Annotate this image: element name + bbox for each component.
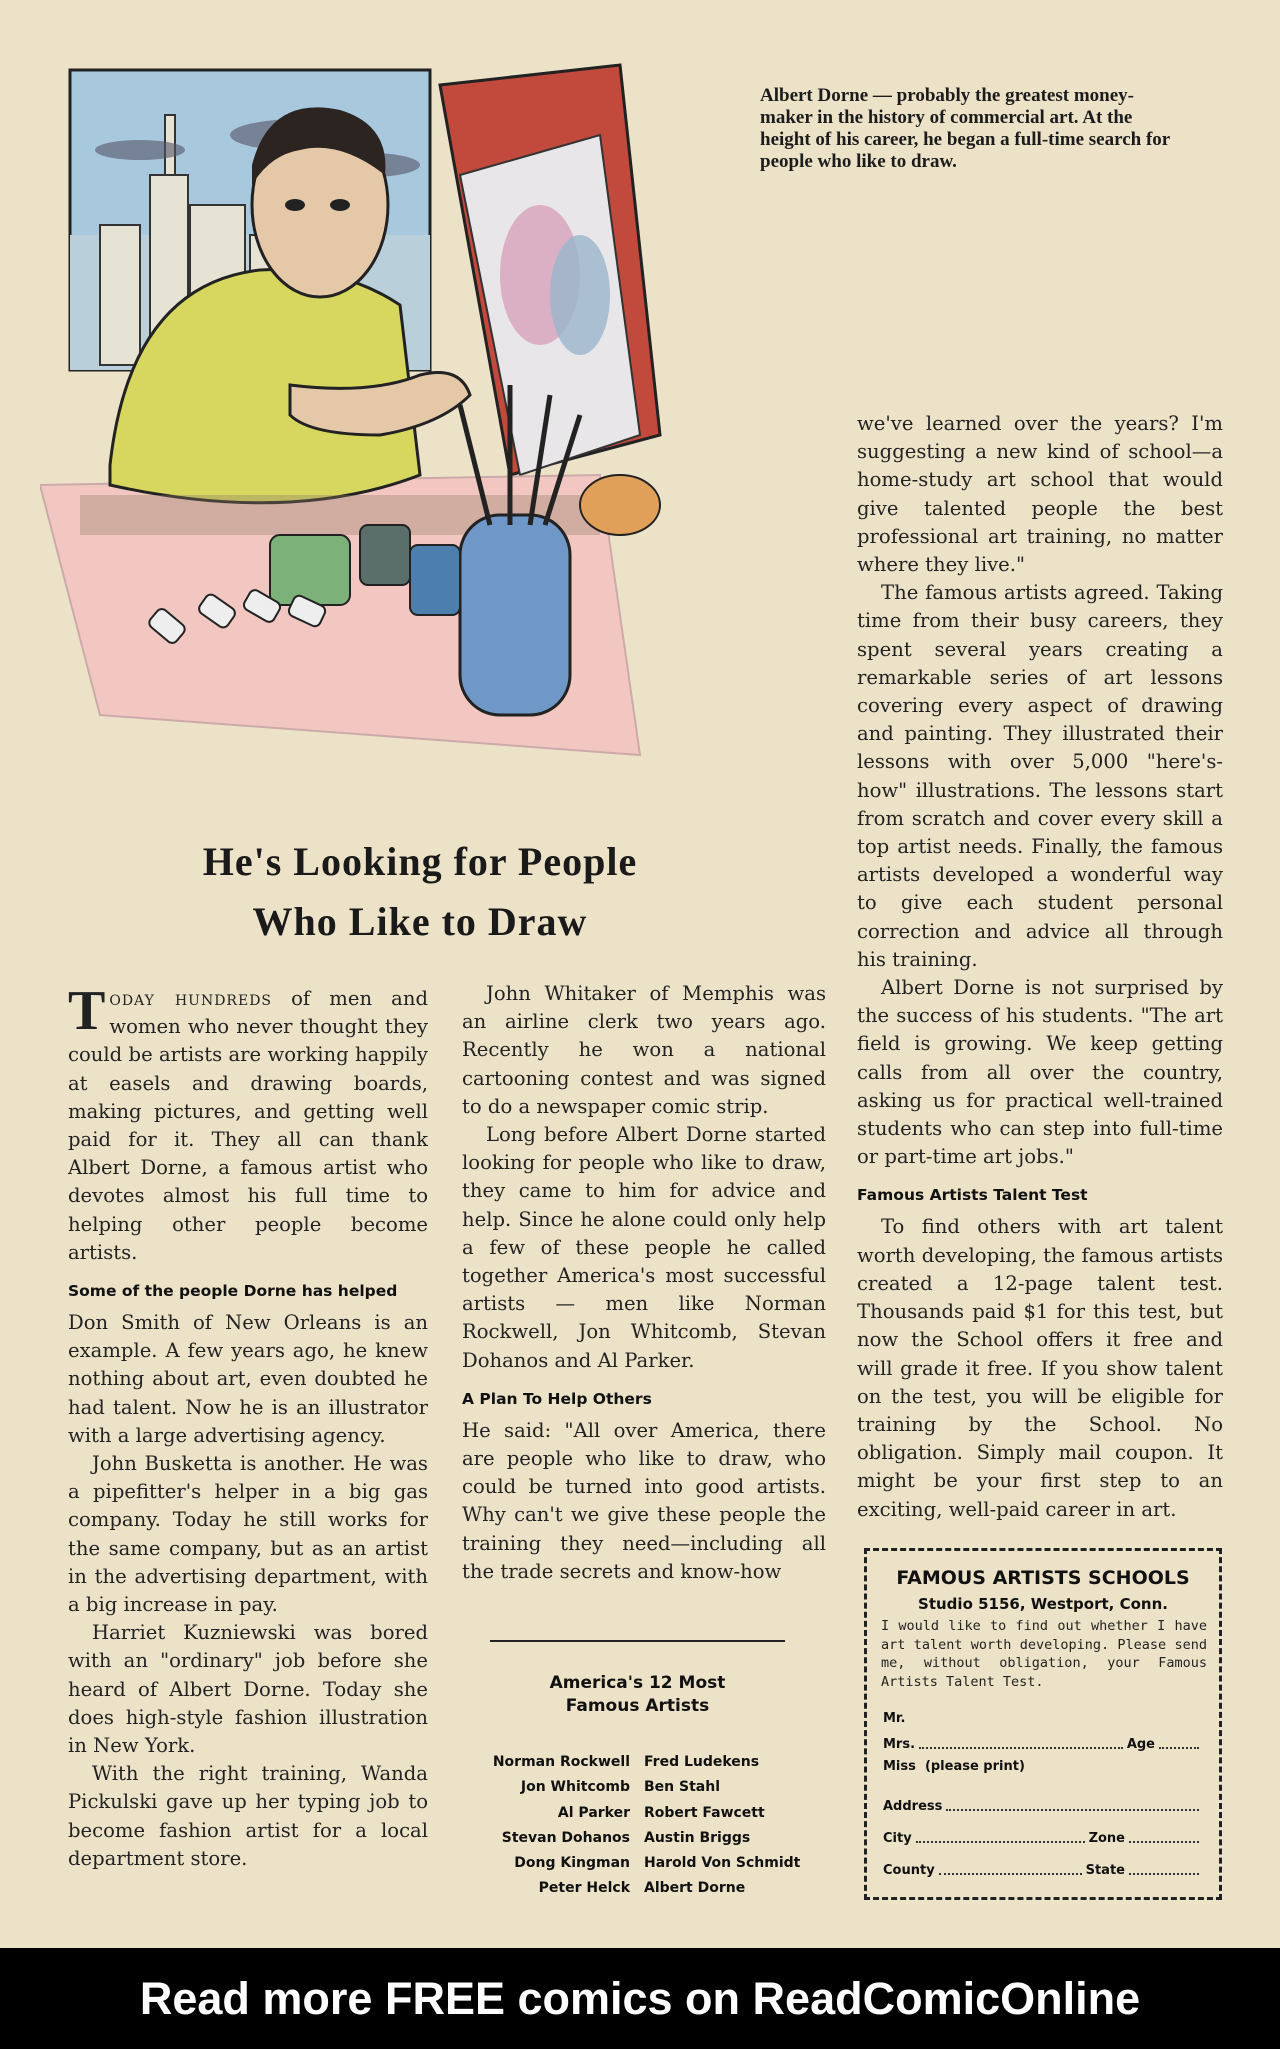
col-c-p2: The famous artists agreed. Taking time from their busy careers, they spent several years creating a remarkable series of art lessons covering every aspect of drawing and painting. They illustrated their lessons with over 5,000 "here's-how" illustrations. The lessons start from scratch and cover every skill a top artist needs. Finally, the famous artists developed a wonderful way to give each student personal correction and advice all through his training. xyxy=(857,581,1223,971)
artist-row xyxy=(458,1826,838,1851)
divider-rule xyxy=(490,1640,785,1642)
footer-banner[interactable] xyxy=(0,1948,1280,2049)
coupon-title: FAMOUS ARTISTS SCHOOLS xyxy=(896,1567,1190,1589)
artist-name: Peter Helck xyxy=(538,1880,630,1897)
mrs-label: Mrs. xyxy=(883,1737,916,1752)
column-a xyxy=(68,980,429,1873)
caption-name: Albert Dorne xyxy=(760,85,869,106)
col-a-p5: With the right training, Wanda Pickulski gave up her typing job to become fashion artist for a local department store. xyxy=(68,1762,428,1870)
artist-row xyxy=(458,1876,838,1901)
col-b-subhead: A Plan To Help Others xyxy=(462,1389,652,1408)
please-print-note: (please print) xyxy=(924,1759,1025,1774)
artist-name: Al Parker xyxy=(557,1804,630,1821)
zone-label: Zone xyxy=(1088,1831,1125,1846)
lead-caps: oday hundreds xyxy=(109,987,273,1010)
artist-name: Austin Briggs xyxy=(644,1829,751,1846)
caption-text: — probably the greatest money-maker in the history of commercial art. At the height of his career, he began a full-time search for people who like to draw. xyxy=(760,85,1170,172)
miss-field[interactable] xyxy=(883,1759,1203,1774)
illustration-caption xyxy=(760,85,1180,173)
state-line xyxy=(1129,1861,1199,1875)
artist-name: Ben Stahl xyxy=(644,1779,720,1796)
coupon-body: I would like to find out whether I have art talent worth developing. Please send me, without obligation, your Famous Artists Talent Test. xyxy=(881,1618,1207,1690)
artist-name: Robert Fawcett xyxy=(644,1804,765,1821)
artist-name: Jon Whitcomb xyxy=(520,1779,630,1796)
col-a-p1: of men and women who never thought they could be artists are working happily at easels and drawing boards, making pictures, and getting well paid for it. They all can thank Albert Dorne, a famous artist who devotes almost his full time to helping other people become artists. xyxy=(68,987,429,1264)
artist-name: Stevan Dohanos xyxy=(501,1829,630,1846)
county-label: County xyxy=(883,1863,935,1878)
zone-line xyxy=(1129,1829,1199,1843)
address-line xyxy=(946,1797,1199,1811)
mr-label: Mr. xyxy=(883,1711,906,1726)
artist-row xyxy=(458,1750,838,1775)
county-line xyxy=(939,1861,1082,1875)
artist-list xyxy=(458,1750,838,1902)
state-label: State xyxy=(1085,1863,1125,1878)
mail-coupon[interactable] xyxy=(864,1548,1222,1900)
mrs-field[interactable] xyxy=(883,1735,1203,1752)
headline-line1: He's Looking for People xyxy=(202,839,638,884)
coupon-studio: Studio 5156, Westport, Conn. xyxy=(918,1595,1168,1613)
address-field[interactable] xyxy=(883,1797,1203,1814)
age-line xyxy=(1159,1735,1199,1749)
col-b-p2: Long before Albert Dorne started looking for people who like to draw, they came to him for advice and help. Since he alone could only help a few of these people he called together America's most successful artists — men like Norman Rockwell, Jon Whitcomb, Stevan Dohanos and Al Parker. xyxy=(462,1123,826,1372)
city-line xyxy=(916,1829,1085,1843)
column-c xyxy=(857,410,1223,1524)
artist-illustration xyxy=(40,55,840,815)
city-zone-field[interactable] xyxy=(883,1829,1203,1846)
col-c-p1: we've learned over the years? I'm suggesting a new kind of school—a home-study art school that would give talented people the best professional art training, no matter where they live." xyxy=(857,412,1223,577)
artist-row xyxy=(458,1851,838,1876)
artist-name: Dong Kingman xyxy=(514,1855,630,1872)
headline xyxy=(120,832,720,952)
artist-row xyxy=(458,1775,838,1800)
col-a-p3: John Busketta is another. He was a pipefitter's helper in a big gas company. Today he still works for the same company, but as an artist in the advertising department, with a big increase in pay. xyxy=(68,1452,428,1617)
col-b-p3: He said: "All over America, there are people who like to draw, who could be turned into good artists. Why can't we give these people the training they need—including all the trade secrets and know-how xyxy=(462,1418,826,1583)
artists-heading xyxy=(490,1672,785,1718)
col-b-p1: John Whitaker of Memphis was an airline clerk two years ago. Recently he won a national cartooning contest and was signed to do a newspaper comic strip. xyxy=(462,982,826,1118)
address-label: Address xyxy=(883,1799,943,1814)
artist-row xyxy=(458,1801,838,1826)
artist-name: Fred Ludekens xyxy=(644,1754,760,1770)
artist-name: Albert Dorne xyxy=(644,1880,746,1897)
col-a-subhead: Some of the people Dorne has helped xyxy=(68,1282,398,1301)
miss-label: Miss xyxy=(883,1759,916,1774)
county-state-field[interactable] xyxy=(883,1861,1203,1878)
artist-name: Harold Von Schmidt xyxy=(644,1855,801,1872)
artists-heading-line2: Famous Artists xyxy=(565,1696,710,1716)
col-c-subhead: Famous Artists Talent Test xyxy=(857,1186,1088,1205)
age-label: Age xyxy=(1126,1737,1155,1752)
col-c-p4: To find others with art talent worth developing, the famous artists created a 12-page talent test. Thousands paid $1 for this test, but now the School offers it free and will grade it free. If you show talent on the test, you will be eligible for training by the School. No obligation. Simply mail coupon. It might be your first step to an exciting, well-paid career in art. xyxy=(857,1215,1223,1521)
dropcap: T xyxy=(68,980,106,1042)
footer-text[interactable]: Read more FREE comics on ReadComicOnline xyxy=(139,1973,1141,2024)
artists-heading-line1: America's 12 Most xyxy=(549,1673,726,1693)
city-label: City xyxy=(883,1831,912,1846)
column-b xyxy=(462,980,826,1586)
col-a-p4: Harriet Kuzniewski was bored with an "ordinary" job before she heard of Albert Dorne. Today she does high-style fashion illustration in New York. xyxy=(68,1621,428,1758)
headline-line2: Who Like to Draw xyxy=(252,899,588,944)
name-line xyxy=(919,1735,1123,1749)
col-a-p2: Don Smith of New Orleans is an example. A few years ago, he knew nothing about art, even doubted he had talent. Now he is an illustrator with a large advertising agency. xyxy=(68,1311,428,1447)
col-c-p3: Albert Dorne is not surprised by the success of his students. "The art field is growing. We keep getting calls from all over the country, asking us for practical well-trained students who can step into full-time or part-time art jobs." xyxy=(857,976,1223,1169)
artist-name: Norman Rockwell xyxy=(492,1754,630,1770)
mr-field[interactable] xyxy=(883,1711,1203,1726)
